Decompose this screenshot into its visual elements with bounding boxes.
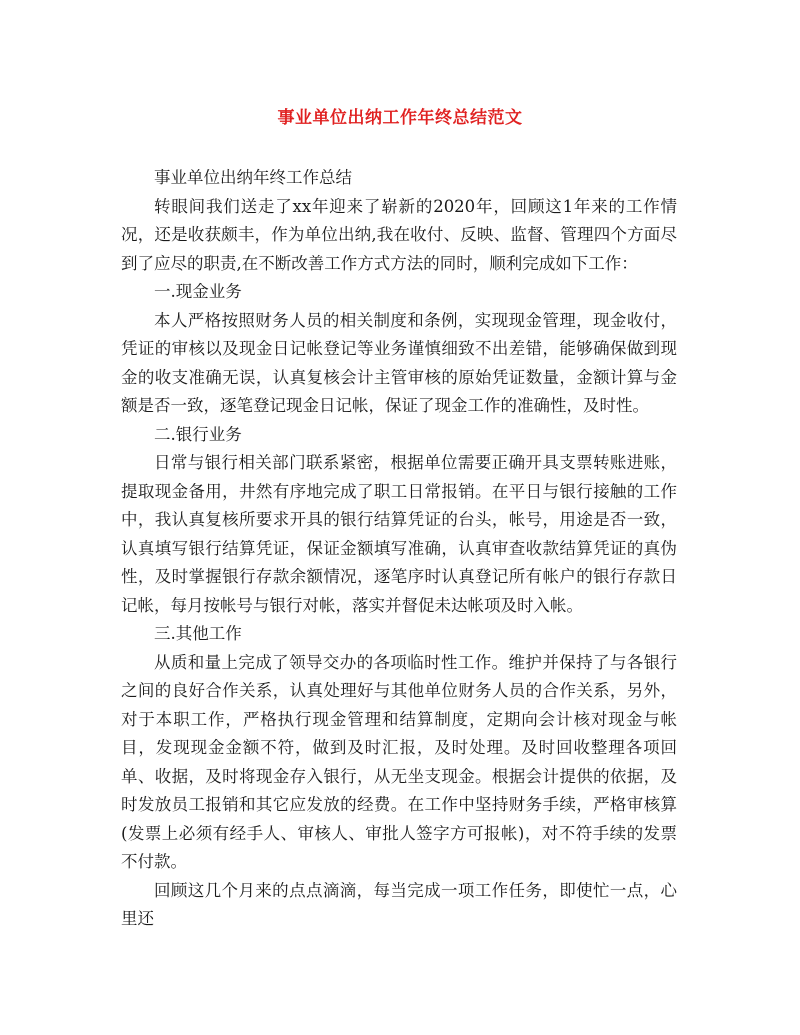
section-heading-cash: 一.现金业务: [154, 282, 242, 301]
other-paragraph: 从质和量上完成了领导交办的各项临时性工作。维护并保持了与各银行之间的良好合作关系，认真处理好与其他单位财务人员的合作关系，另外，对于本职工作，严格执行现金管理和结算制度，定期向会计核对现金与帐目，发现现金金额不符，做到及时汇报，及时处理。及时回收整理各项回单、收据，及时将现金存入银行，从无坐支现金。根据会计提供的依据，及时发放员工报销和其它应发放的经费。在工作中坚持财务手续，严格审核算(发票上必须有经手人、审核人、审批人签字方可报帐)，对不符手续的发票不付款。: [121, 652, 677, 871]
review-paragraph: 回顾这几个月来的点点滴滴，每当完成一项工作任务，即使忙一点，心里还: [121, 880, 677, 928]
document-title: 事业单位出纳工作年终总结范文: [277, 108, 523, 128]
document-body: [121, 164, 677, 934]
intro-paragraph: 转眼间我们送走了xx年迎来了崭新的2020年，回顾这1年来的工作情况，还是收获颇丰，作为单位出纳,我在收付、反映、监督、管理四个方面尽到了应尽的职责,在不断改善工作方式方法的同时，顺利完成如下工作：: [121, 196, 677, 273]
subtitle-paragraph: 事业单位出纳年终工作总结: [154, 168, 352, 187]
cash-paragraph: 本人严格按照财务人员的相关制度和条例，实现现金管理，现金收付，凭证的审核以及现金日记帐登记等业务谨慎细致不出差错，能够确保做到现金的收支准确无误，认真复核会计主管审核的原始凭证数量，金额计算与金额是否一致，逐笔登记现金日记帐，保证了现金工作的准确性，及时性。: [121, 310, 677, 415]
section-heading-bank: 二.银行业务: [154, 424, 242, 444]
section-heading-other: 三.其他工作: [154, 624, 242, 643]
bank-paragraph: 日常与银行相关部门联系紧密，根据单位需要正确开具支票转账进账，提取现金备用，井然有序地完成了职工日常报销。在平日与银行接触的工作中，我认真复核所要求开具的银行结算凭证的台头，帐号，用途是否一致，认真填写银行结算凭证，保证金额填写准确，认真审查收款结算凭证的真伪性，及时掌握银行存款余额情况，逐笔序时认真登记所有帐户的银行存款日记帐，每月按帐号与银行对帐，落实并督促未达帐项及时入帐。: [121, 453, 677, 615]
